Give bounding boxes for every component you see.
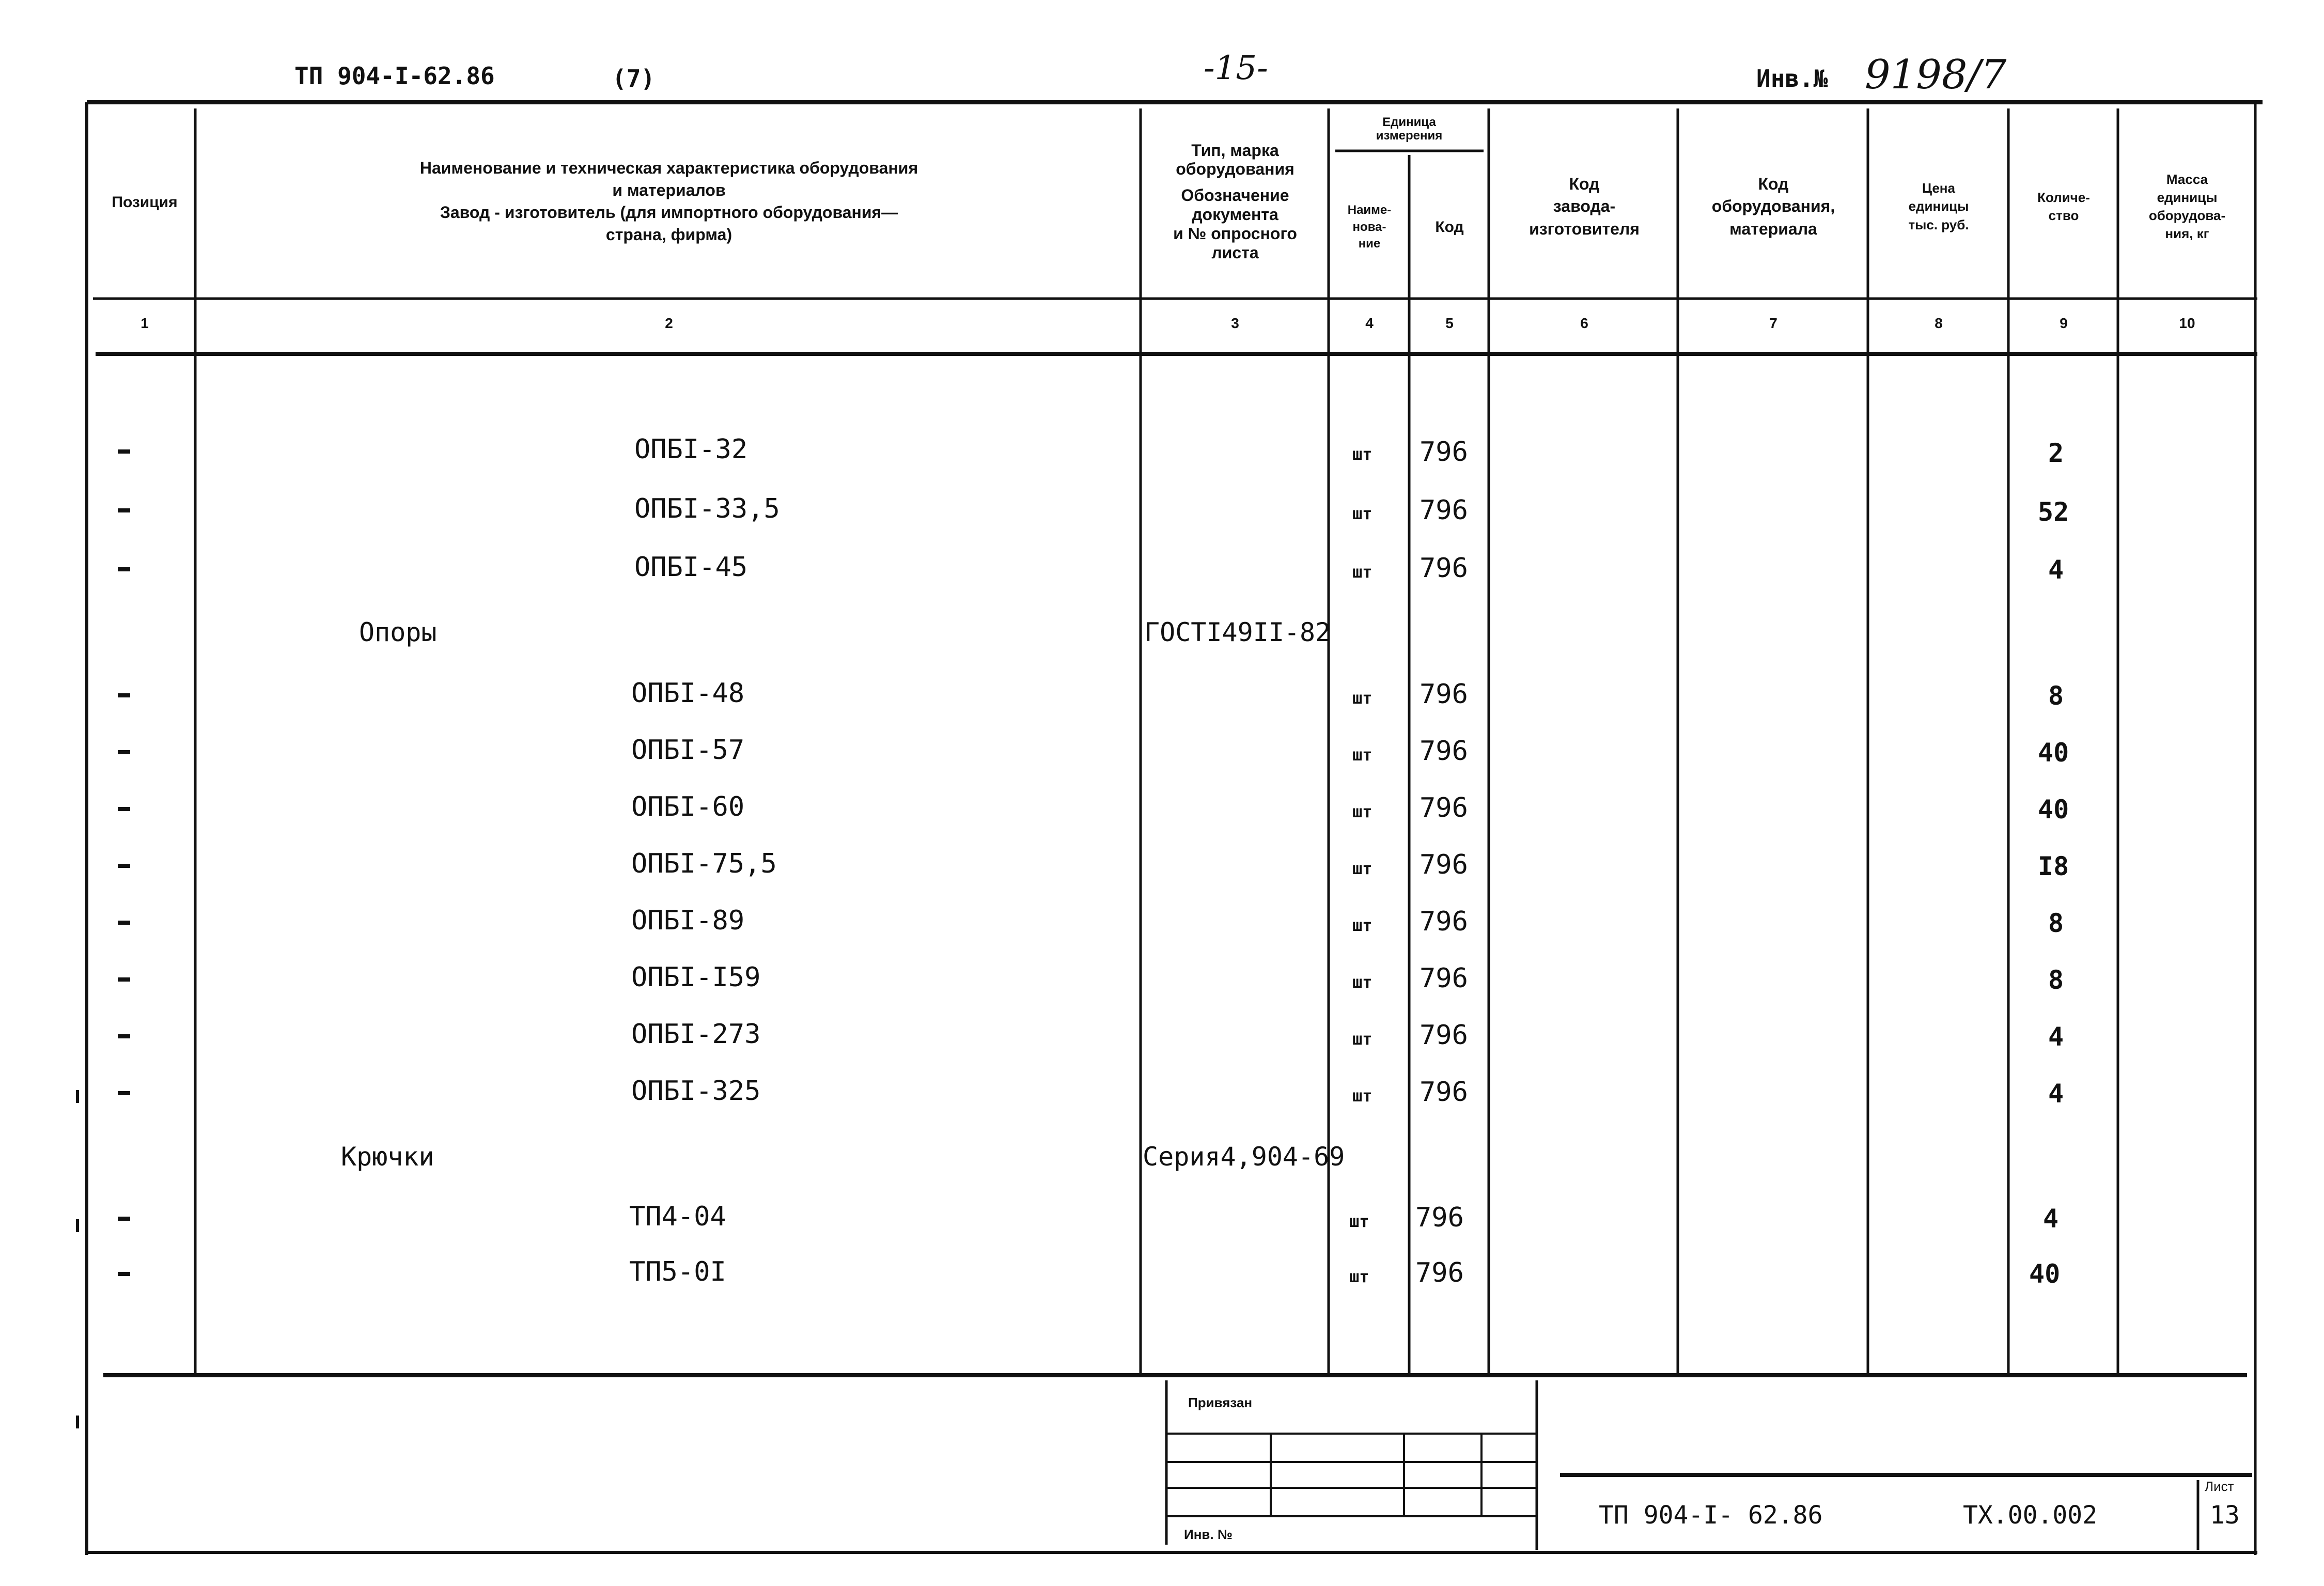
unit-code: 796 bbox=[1420, 553, 1468, 584]
unit-code: 796 bbox=[1420, 849, 1468, 880]
sheet-number: 13 bbox=[2210, 1501, 2240, 1530]
group-name: Опоры bbox=[359, 617, 437, 647]
header-unit-name: Наиме- нова- ние bbox=[1347, 203, 1392, 251]
quantity: 40 bbox=[2038, 795, 2069, 825]
quantity: 4 bbox=[2043, 1204, 2059, 1234]
column-number: 4 bbox=[1365, 315, 1374, 331]
dash-mark bbox=[118, 1272, 130, 1276]
unit-name: шт bbox=[1352, 444, 1372, 464]
unit-name: шт bbox=[1349, 1211, 1369, 1231]
unit-name: шт bbox=[1352, 1029, 1372, 1049]
item-name: ОПБI-325 bbox=[631, 1076, 761, 1107]
part-number: (7) bbox=[612, 65, 656, 92]
dash-mark bbox=[118, 449, 130, 454]
unit-code: 796 bbox=[1420, 437, 1468, 468]
dash-mark bbox=[118, 1217, 130, 1221]
item-name: ОПБI-45 bbox=[634, 552, 748, 583]
header-factory-code: Код завода- изготовителя bbox=[1529, 175, 1640, 238]
header-unit-code: Код bbox=[1435, 218, 1464, 236]
header-name: Наименование и техническая характеристика оборудования и материалов Завод - изготовитель (для импортного оборудования— страна, фирма) bbox=[419, 158, 918, 244]
unit-code: 796 bbox=[1415, 1202, 1464, 1233]
unit-name: шт bbox=[1352, 1086, 1372, 1106]
unit-name: шт bbox=[1352, 915, 1372, 935]
column-number: 8 bbox=[1935, 315, 1943, 331]
stamp-document-code: ТП 904-I- 62.86 bbox=[1599, 1501, 1823, 1530]
item-name: ТП4-04 bbox=[629, 1201, 726, 1232]
dash-mark bbox=[118, 864, 130, 868]
header-unit-group: Единица измерения bbox=[1376, 115, 1443, 143]
unit-name: шт bbox=[1352, 745, 1372, 765]
column-number: 5 bbox=[1445, 315, 1454, 331]
unit-code: 796 bbox=[1415, 1257, 1464, 1288]
unit-code: 796 bbox=[1420, 679, 1468, 710]
bound-label: Привязан bbox=[1188, 1395, 1253, 1410]
unit-code: 796 bbox=[1420, 906, 1468, 937]
dash-mark bbox=[118, 1034, 130, 1038]
quantity: 52 bbox=[2038, 497, 2069, 527]
unit-code: 796 bbox=[1420, 1020, 1468, 1051]
unit-name: шт bbox=[1349, 1267, 1369, 1286]
dash-mark bbox=[118, 750, 130, 754]
header-type: Тип, марка оборудования Обозначение документа и № опросного листа bbox=[1173, 141, 1297, 262]
column-number: 2 bbox=[665, 315, 673, 331]
item-name: ОПБI-89 bbox=[631, 905, 745, 936]
dash-mark bbox=[118, 567, 130, 571]
item-name: ОПБI-273 bbox=[631, 1019, 761, 1050]
column-number: 7 bbox=[1769, 315, 1777, 331]
unit-name: шт bbox=[1352, 562, 1372, 582]
unit-code: 796 bbox=[1420, 792, 1468, 823]
page-mark: -15- bbox=[1204, 49, 1268, 87]
quantity: 8 bbox=[2048, 908, 2064, 938]
quantity: 8 bbox=[2048, 965, 2064, 995]
column-number: 10 bbox=[2179, 315, 2195, 331]
inventory-no-label: Инв. № bbox=[1184, 1527, 1233, 1542]
inventory-label: Инв.№ bbox=[1756, 65, 1828, 92]
group-document: Серия4,904-69 bbox=[1143, 1142, 1345, 1172]
quantity: 8 bbox=[2048, 681, 2064, 711]
item-name: ОПБI-33,5 bbox=[634, 493, 780, 524]
item-name: ОПБI-32 bbox=[634, 434, 748, 465]
quantity: 4 bbox=[2048, 1079, 2064, 1109]
item-name: ОПБI-75,5 bbox=[631, 848, 777, 879]
dash-mark bbox=[118, 1091, 130, 1095]
quantity: I8 bbox=[2038, 851, 2069, 881]
unit-name: шт bbox=[1352, 802, 1372, 821]
header-price: Цена единицы тыс. руб. bbox=[1908, 180, 1969, 232]
dash-mark bbox=[118, 921, 130, 925]
unit-name: шт bbox=[1352, 688, 1372, 708]
group-document: ГОСТI49II-82 bbox=[1144, 617, 1331, 647]
item-name: ОПБI-60 bbox=[631, 791, 745, 822]
sheet-label: Лист bbox=[2205, 1479, 2234, 1494]
inventory-number: 9198/7 bbox=[1865, 52, 2007, 98]
unit-name: шт bbox=[1352, 504, 1372, 523]
unit-code: 796 bbox=[1420, 495, 1468, 526]
unit-code: 796 bbox=[1420, 963, 1468, 994]
header-equipment-code: Код оборудования, материала bbox=[1711, 175, 1835, 238]
header-quantity: Количе- ство bbox=[2037, 189, 2090, 223]
quantity: 4 bbox=[2048, 1022, 2064, 1052]
dash-mark bbox=[118, 508, 130, 512]
quantity: 2 bbox=[2048, 438, 2064, 468]
document-code: ТП 904-I-62.86 bbox=[294, 62, 495, 90]
item-name: ОПБI-I59 bbox=[631, 962, 761, 993]
stamp-sheet-code: ТХ.00.002 bbox=[1963, 1501, 2098, 1530]
dash-mark bbox=[118, 693, 130, 697]
item-name: ОПБI-57 bbox=[631, 735, 745, 766]
unit-code: 796 bbox=[1420, 736, 1468, 767]
item-name: ОПБI-48 bbox=[631, 678, 745, 709]
column-number: 9 bbox=[2060, 315, 2068, 331]
header-position: Позиция bbox=[112, 194, 178, 211]
quantity: 40 bbox=[2029, 1259, 2061, 1289]
group-name: Крючки bbox=[341, 1142, 434, 1172]
quantity: 4 bbox=[2048, 555, 2064, 585]
column-number: 6 bbox=[1580, 315, 1588, 331]
unit-name: шт bbox=[1352, 859, 1372, 878]
unit-name: шт bbox=[1352, 972, 1372, 992]
column-number: 3 bbox=[1231, 315, 1239, 331]
dash-mark bbox=[118, 807, 130, 811]
dash-mark bbox=[118, 977, 130, 982]
unit-code: 796 bbox=[1420, 1077, 1468, 1108]
column-number: 1 bbox=[141, 315, 149, 331]
item-name: ТП5-0I bbox=[629, 1256, 726, 1287]
quantity: 40 bbox=[2038, 738, 2069, 768]
header-mass: Масса единицы оборудова- ния, кг bbox=[2148, 171, 2226, 242]
